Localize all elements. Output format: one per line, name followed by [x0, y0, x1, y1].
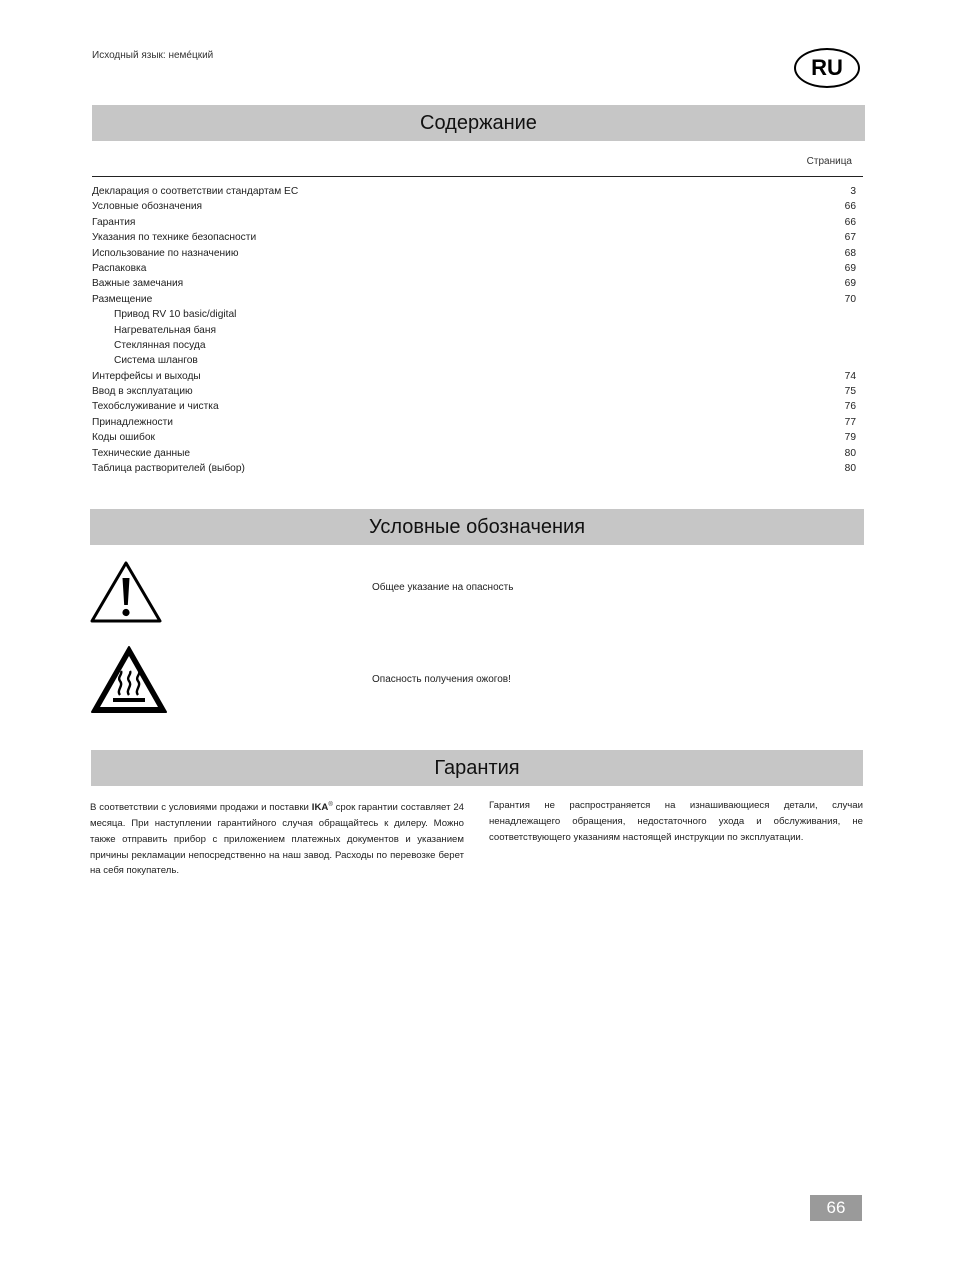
language-badge: RU — [794, 48, 860, 88]
symbols-heading: Условные обозначения — [90, 509, 864, 545]
symbol-description: Общее указание на опасность — [372, 582, 514, 593]
toc-subrow[interactable]: Привод RV 10 basic/digital — [114, 309, 237, 321]
page-number: 66 — [810, 1195, 862, 1221]
toc-row[interactable]: Распаковка 69 — [92, 262, 856, 274]
source-language-note: Исходный язык: немéцкий — [92, 50, 214, 61]
warranty-right-paragraph: Гарантия не распространяется на изнашивающиеся детали, случаи ненадлежащего обращения, недостаточного ухода и обслуживания, не соответствующего указаниям настоящей инструкции по эксплуатации. — [489, 800, 863, 843]
toc-row[interactable]: Использование по назначению 68 — [92, 247, 856, 259]
toc-row[interactable]: Декларация о соответствии стандартам ЕС 3 — [92, 186, 856, 197]
contents-divider — [92, 176, 863, 177]
toc-row[interactable]: Важные замечания 69 — [92, 278, 856, 290]
page-column-label: Страница — [806, 156, 852, 167]
toc-subrow[interactable]: Нагревательная баня — [114, 324, 216, 336]
toc-row[interactable]: Техобслуживание и чистка 76 — [92, 401, 856, 413]
brand-name: IKA — [311, 802, 329, 814]
toc-row[interactable]: Интерфейсы и выходы 74 — [92, 370, 856, 382]
toc-row[interactable]: Технические данные 80 — [92, 447, 856, 459]
table-of-contents — [92, 184, 856, 476]
toc-row[interactable]: Принадлежности 77 — [92, 416, 856, 428]
toc-row[interactable]: Ввод в эксплуатацию 75 — [92, 386, 856, 398]
toc-row[interactable]: Условные обозначения 66 — [92, 201, 856, 213]
toc-row[interactable]: Гарантия 66 — [92, 216, 856, 228]
toc-subrow[interactable]: Система шлангов — [114, 355, 198, 367]
hot-surface-warning-icon — [90, 645, 168, 715]
symbol-description: Опасность получения ожогов! — [372, 674, 511, 685]
toc-row[interactable]: Коды ошибок 79 — [92, 432, 856, 444]
toc-row[interactable]: Указания по технике безопасности 67 — [92, 232, 856, 244]
toc-row[interactable]: Размещение 70 — [92, 293, 856, 305]
contents-heading: Содержание — [92, 105, 865, 141]
toc-row[interactable]: Таблица растворителей (выбор) 80 — [92, 463, 856, 475]
general-danger-warning-icon — [90, 560, 162, 624]
warranty-left-paragraph: В соответствии с условиями продажи и поставки IKA® срок гарантии составляет 24 месяца. При наступлении гарантийного случая обращайтесь к дилеру. Можно также отправить прибор с приложением платежных документов и указанием причины рекламации непосредственно на наш завод. Расходы по перевозке берет на себя покупатель. — [90, 802, 464, 877]
registered-mark: ® — [328, 802, 333, 808]
warranty-heading: Гарантия — [91, 750, 863, 786]
toc-subrow[interactable]: Стеклянная посуда — [114, 339, 206, 351]
